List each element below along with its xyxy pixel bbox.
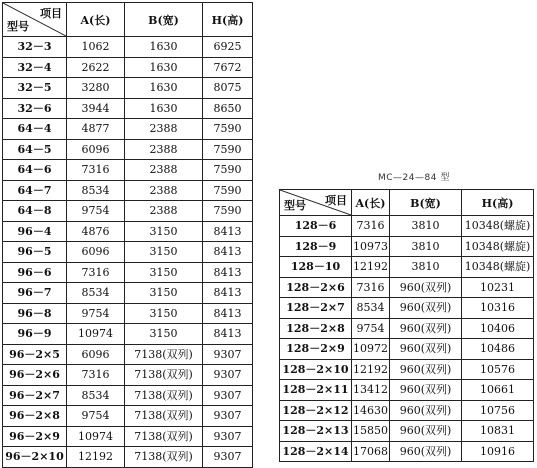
table-row (280, 298, 534, 319)
dimension-table-2 (279, 189, 534, 462)
height-cell: 9307 (203, 447, 253, 468)
height-cell: 10576 (462, 359, 534, 380)
length-cell: 9754 (352, 318, 390, 339)
table-row (3, 365, 253, 386)
length-cell: 4877 (67, 119, 125, 140)
header-item-label: 项目 (40, 7, 62, 20)
table-row (3, 385, 253, 406)
width-cell: 1630 (125, 98, 203, 119)
table-row (280, 236, 534, 257)
header-model-label: 型号 (284, 199, 306, 212)
table-row (280, 257, 534, 278)
length-cell: 2622 (67, 57, 125, 78)
width-cell: 2388 (125, 201, 203, 222)
height-cell: 10348(螺旋) (462, 216, 534, 237)
header-model-label: 型号 (7, 20, 29, 33)
header-width: B(宽) (390, 190, 462, 216)
width-cell: 960(双列) (390, 441, 462, 462)
width-cell: 960(双列) (390, 380, 462, 401)
height-cell: 9307 (203, 406, 253, 427)
model-cell: 64－8 (3, 201, 67, 222)
length-cell: 8534 (67, 283, 125, 304)
height-cell: 8075 (203, 78, 253, 99)
header-height: H(高) (203, 3, 253, 37)
length-cell: 13412 (352, 380, 390, 401)
length-cell: 6096 (67, 139, 125, 160)
width-cell: 3810 (390, 216, 462, 237)
length-cell: 8534 (67, 180, 125, 201)
height-cell: 10406 (462, 318, 534, 339)
table-row (3, 406, 253, 427)
length-cell: 12192 (67, 447, 125, 468)
width-cell: 960(双列) (390, 400, 462, 421)
table-row (280, 359, 534, 380)
table-row (3, 262, 253, 283)
model-cell: 128－2×9 (280, 339, 352, 360)
table-row (3, 78, 253, 99)
table-row (3, 160, 253, 181)
model-cell: 96－6 (3, 262, 67, 283)
header-item-label: 项目 (325, 194, 347, 207)
height-cell: 10348(螺旋) (462, 257, 534, 278)
width-cell: 3150 (125, 324, 203, 345)
table-row (3, 98, 253, 119)
width-cell: 7138(双列) (125, 406, 203, 427)
length-cell: 14630 (352, 400, 390, 421)
model-cell: 64－7 (3, 180, 67, 201)
table-row (3, 324, 253, 345)
table-row (3, 283, 253, 304)
width-cell: 7138(双列) (125, 447, 203, 468)
height-cell: 7590 (203, 119, 253, 140)
model-cell: 32－6 (3, 98, 67, 119)
length-cell: 7316 (67, 160, 125, 181)
model-cell: 128－2×14 (280, 441, 352, 462)
length-cell: 7316 (352, 277, 390, 298)
height-cell: 10316 (462, 298, 534, 319)
length-cell: 17068 (352, 441, 390, 462)
height-cell: 9307 (203, 385, 253, 406)
table-row (280, 421, 534, 442)
width-cell: 2388 (125, 160, 203, 181)
length-cell: 12192 (352, 257, 390, 278)
table-row (3, 139, 253, 160)
model-cell: 96－2×9 (3, 426, 67, 447)
length-cell: 8534 (352, 298, 390, 319)
length-cell: 3944 (67, 98, 125, 119)
header-model-item-cell (280, 190, 352, 216)
width-cell: 960(双列) (390, 277, 462, 298)
height-cell: 6925 (203, 37, 253, 58)
length-cell: 9754 (67, 406, 125, 427)
width-cell: 3150 (125, 283, 203, 304)
height-cell: 8413 (203, 242, 253, 263)
header-length: A(长) (67, 3, 125, 37)
width-cell: 960(双列) (390, 318, 462, 339)
model-cell: 96－2×5 (3, 344, 67, 365)
model-cell: 128－2×10 (280, 359, 352, 380)
width-cell: 3150 (125, 242, 203, 263)
table-2-body (280, 216, 534, 462)
table-row (3, 242, 253, 263)
length-cell: 9754 (67, 303, 125, 324)
height-cell: 7672 (203, 57, 253, 78)
height-cell: 7590 (203, 160, 253, 181)
length-cell: 10973 (352, 236, 390, 257)
height-cell: 9307 (203, 365, 253, 386)
length-cell: 7316 (67, 365, 125, 386)
width-cell: 960(双列) (390, 421, 462, 442)
model-cell: 128－10 (280, 257, 352, 278)
model-cell: 96－5 (3, 242, 67, 263)
height-cell: 10231 (462, 277, 534, 298)
height-cell: 10348(螺旋) (462, 236, 534, 257)
width-cell: 1630 (125, 78, 203, 99)
model-cell: 96－7 (3, 283, 67, 304)
model-cell: 96－9 (3, 324, 67, 345)
model-cell: 96－2×8 (3, 406, 67, 427)
model-cell: 128－2×11 (280, 380, 352, 401)
header-width: B(宽) (125, 3, 203, 37)
table-row (280, 380, 534, 401)
height-cell: 8650 (203, 98, 253, 119)
width-cell: 960(双列) (390, 339, 462, 360)
model-cell: 64－5 (3, 139, 67, 160)
height-cell: 9307 (203, 426, 253, 447)
table-row (3, 119, 253, 140)
model-cell: 96－2×7 (3, 385, 67, 406)
height-cell: 10486 (462, 339, 534, 360)
height-cell: 7590 (203, 139, 253, 160)
model-cell: 96－2×10 (3, 447, 67, 468)
model-cell: 128－2×8 (280, 318, 352, 339)
width-cell: 3150 (125, 303, 203, 324)
model-cell: 128－2×7 (280, 298, 352, 319)
length-cell: 6096 (67, 242, 125, 263)
model-cell: 32－4 (3, 57, 67, 78)
header-height: H(高) (462, 190, 534, 216)
height-cell: 10756 (462, 400, 534, 421)
height-cell: 8413 (203, 283, 253, 304)
width-cell: 7138(双列) (125, 365, 203, 386)
length-cell: 7316 (67, 262, 125, 283)
length-cell: 4876 (67, 221, 125, 242)
table-row (3, 344, 253, 365)
table-row (280, 400, 534, 421)
model-cell: 32－5 (3, 78, 67, 99)
model-cell: 128－2×12 (280, 400, 352, 421)
height-cell: 7590 (203, 180, 253, 201)
table-row (3, 303, 253, 324)
header-length: A(长) (352, 190, 390, 216)
length-cell: 10974 (67, 426, 125, 447)
width-cell: 1630 (125, 37, 203, 58)
table-row (3, 426, 253, 447)
width-cell: 960(双列) (390, 298, 462, 319)
width-cell: 7138(双列) (125, 426, 203, 447)
length-cell: 15850 (352, 421, 390, 442)
header-model-item-cell (3, 3, 67, 37)
model-cell: 128－2×13 (280, 421, 352, 442)
height-cell: 9307 (203, 344, 253, 365)
model-cell: 96－4 (3, 221, 67, 242)
width-cell: 3810 (390, 236, 462, 257)
model-cell: 128－2×6 (280, 277, 352, 298)
table-row (3, 37, 253, 58)
height-cell: 8413 (203, 324, 253, 345)
width-cell: 7138(双列) (125, 344, 203, 365)
table-row (280, 441, 534, 462)
table-row (3, 57, 253, 78)
width-cell: 2388 (125, 139, 203, 160)
width-cell: 2388 (125, 119, 203, 140)
length-cell: 10974 (67, 324, 125, 345)
table-row (3, 221, 253, 242)
height-cell: 7590 (203, 201, 253, 222)
width-cell: 1630 (125, 57, 203, 78)
table-row (280, 277, 534, 298)
model-cell: 96－8 (3, 303, 67, 324)
width-cell: 960(双列) (390, 359, 462, 380)
height-cell: 10831 (462, 421, 534, 442)
model-cell: 128－9 (280, 236, 352, 257)
length-cell: 9754 (67, 201, 125, 222)
table-1-body (3, 37, 253, 468)
width-cell: 2388 (125, 180, 203, 201)
height-cell: 10916 (462, 441, 534, 462)
length-cell: 6096 (67, 344, 125, 365)
length-cell: 1062 (67, 37, 125, 58)
dimension-table-1 (2, 2, 253, 468)
height-cell: 8413 (203, 221, 253, 242)
length-cell: 7316 (352, 216, 390, 237)
model-cell: 96－2×6 (3, 365, 67, 386)
table-row (280, 216, 534, 237)
model-cell: 32－3 (3, 37, 67, 58)
length-cell: 12192 (352, 359, 390, 380)
length-cell: 3280 (67, 78, 125, 99)
width-cell: 7138(双列) (125, 385, 203, 406)
length-cell: 8534 (67, 385, 125, 406)
model-cell: 64－6 (3, 160, 67, 181)
height-cell: 8413 (203, 303, 253, 324)
table-row (280, 339, 534, 360)
height-cell: 8413 (203, 262, 253, 283)
height-cell: 10661 (462, 380, 534, 401)
length-cell: 10972 (352, 339, 390, 360)
table-row (3, 201, 253, 222)
width-cell: 3150 (125, 221, 203, 242)
width-cell: 3150 (125, 262, 203, 283)
width-cell: 3810 (390, 257, 462, 278)
table-row (280, 318, 534, 339)
table-2-caption: MC—24—84 型 (378, 173, 450, 183)
model-cell: 64－4 (3, 119, 67, 140)
model-cell: 128－6 (280, 216, 352, 237)
table-row (3, 180, 253, 201)
